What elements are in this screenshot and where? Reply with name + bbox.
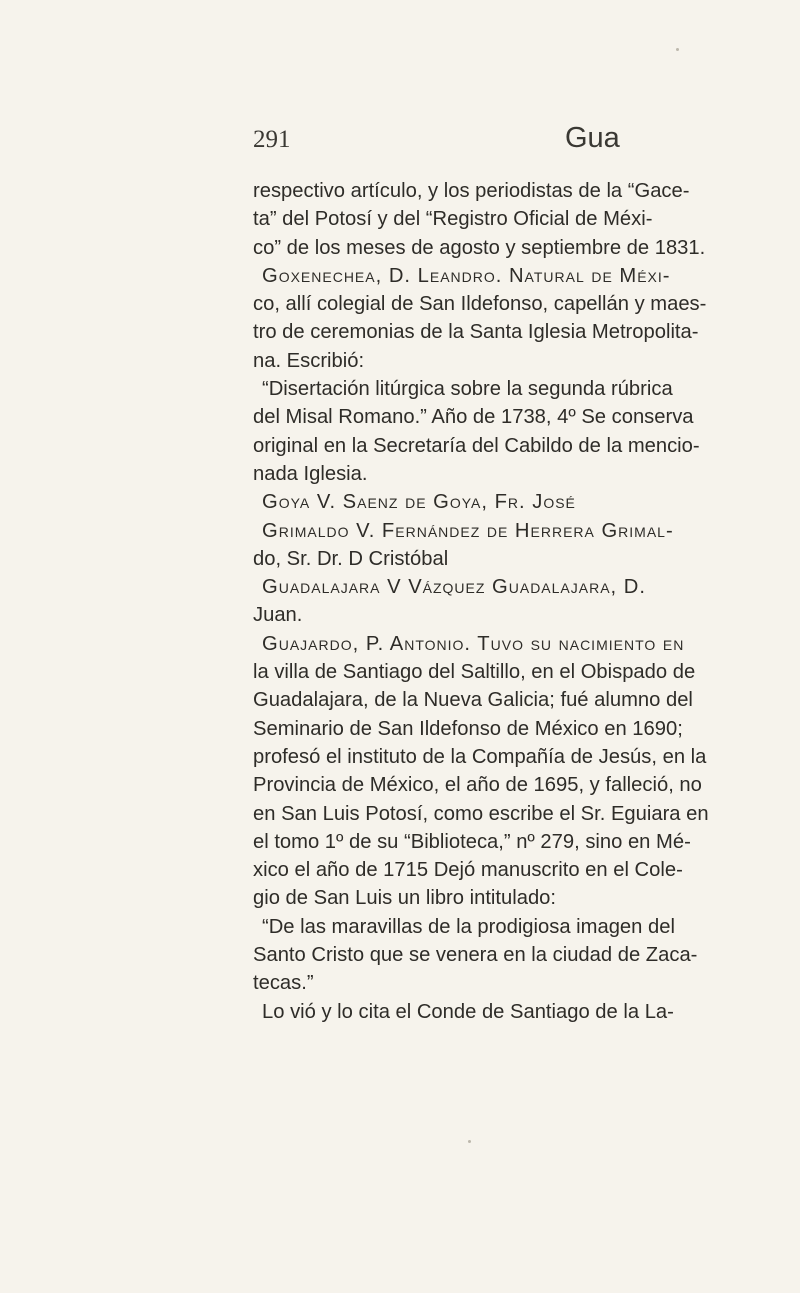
text-line: del Misal Romano.” Año de 1738, 4º Se conserva <box>253 406 694 429</box>
text-line: ta” del Potosí y del “Registro Oficial de Méxi- <box>253 208 653 231</box>
text-line: do, Sr. Dr. D Cristóbal <box>253 547 449 570</box>
text-line: Seminario de San Ildefonso de México en 1690; <box>253 717 683 740</box>
text-line: el tomo 1º de su “Biblioteca,” nº 279, sino en Mé- <box>253 830 691 853</box>
text-line: Lo vió y lo cita el Conde de Santiago de la La- <box>262 1000 674 1023</box>
text-line: tro de ceremonias de la Santa Iglesia Metropolita- <box>253 321 699 344</box>
text-line: respectivo artículo, y los periodistas de la “Gace- <box>253 180 690 202</box>
text-line: profesó el instituto de la Compañía de Jesús, en la <box>253 745 707 768</box>
text-line: Juan. <box>253 604 303 627</box>
entry-heading-line: Grimaldo V. Fernández de Herrera Grimal- <box>262 519 674 542</box>
text-line: co, allí colegial de San Ildefonso, capellán y maes- <box>253 293 707 316</box>
page-number: 291 <box>253 126 291 153</box>
text-line: la villa de Santiago del Saltillo, en el Obispado de <box>253 661 696 684</box>
text-line: tecas.” <box>253 972 314 995</box>
entry-heading-line: Goya V. Saenz de Goya, Fr. José <box>262 491 576 514</box>
running-head: Gua <box>565 122 620 154</box>
text-line: Santo Cristo que se venera en la ciudad de Zaca- <box>253 944 698 967</box>
text-line: xico el año de 1715 Dejó manuscrito en el Cole- <box>253 859 683 882</box>
text-line: nada Iglesia. <box>253 462 368 485</box>
text-line: “De las maravillas de la prodigiosa imagen del <box>262 915 675 938</box>
text-line: gio de San Luis un libro intitulado: <box>253 887 557 910</box>
entry-heading-line: Guajardo, P. Antonio. Tuvo su nacimiento en <box>262 632 685 655</box>
text-line: original en la Secretaría del Cabildo de la mencio- <box>253 434 700 457</box>
paper-speck <box>676 48 679 51</box>
text-line: Guadalajara, de la Nueva Galicia; fué alumno del <box>253 689 693 712</box>
text-line: “Disertación litúrgica sobre la segunda rúbrica <box>262 378 673 401</box>
entry-heading-line: Goxenechea, D. Leandro. Natural de Méxi- <box>262 264 671 287</box>
entry-heading-line: Guadalajara V Vázquez Guadalajara, D. <box>262 576 646 599</box>
text-line: Provincia de México, el año de 1695, y falleció, no <box>253 774 702 797</box>
text-line: na. Escribió: <box>253 349 365 372</box>
text-line: en San Luis Potosí, como escribe el Sr. Eguiara en <box>253 802 709 825</box>
body-text <box>253 177 709 1026</box>
text-line: co” de los meses de agosto y septiembre de 1831. <box>253 236 706 259</box>
paper-speck <box>468 1140 471 1143</box>
